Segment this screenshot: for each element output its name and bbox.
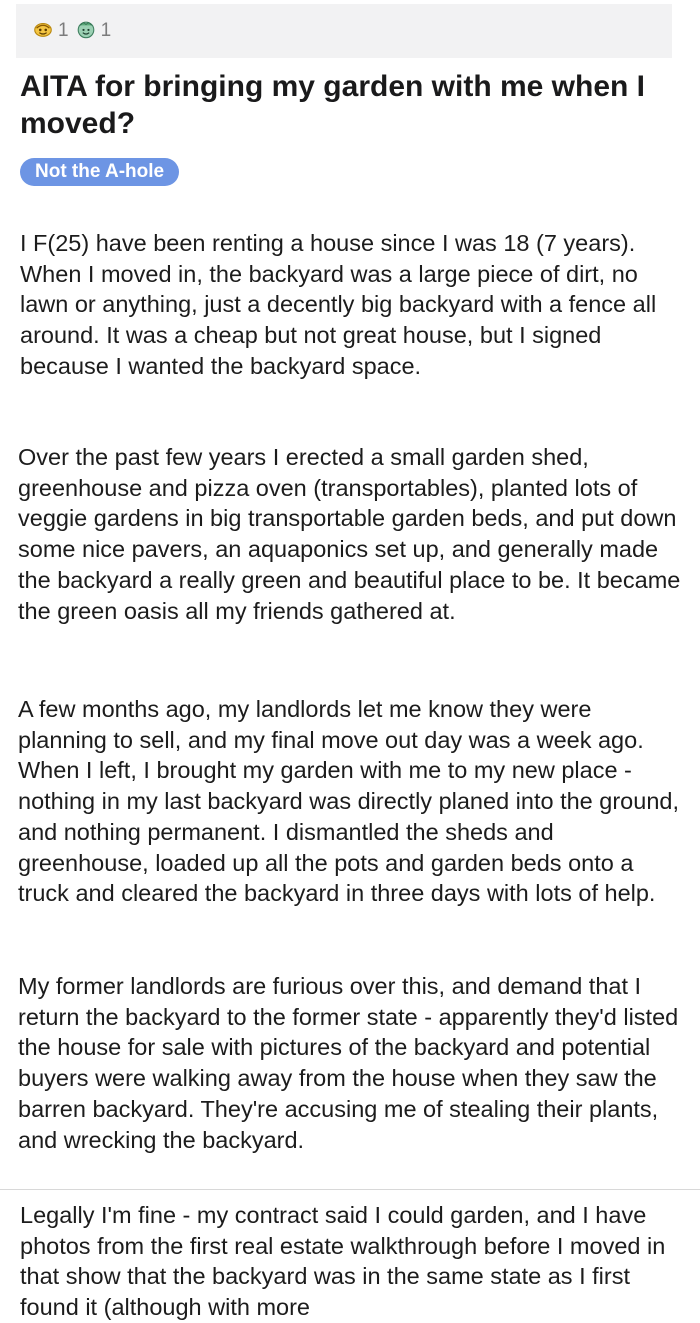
post-paragraph-2: Over the past few years I erected a small garden shed, greenhouse and pizza oven (transportables), planted lots of veggie gardens in big transportable garden beds, and put down some nice pavers, an aquaponics set up, and generally made the backyard a really green and beautiful place to be. It became the green oasis all my friends gathered at. [18, 444, 681, 624]
post-paragraph-4: My former landlords are furious over this, and demand that I return the backyard to the former state - apparently they'd listed the house for sale with pictures of the backyard and potential buyers were walking away from the house when they saw the barren backyard. They're accusing me of stealing their plants, and wrecking the backyard. [18, 973, 679, 1153]
continued-text-panel [0, 1189, 700, 1321]
awards-bar[interactable] [16, 4, 672, 58]
award-count: 1 [58, 20, 69, 41]
award-wholesome[interactable] [75, 18, 112, 45]
post-paragraph-1: I F(25) have been renting a house since I was 18 (7 years). When I moved in, the backyard was a large piece of dirt, no lawn or anything, just a decently big backyard with a fence all around. It was a cheap but not great house, but I signed because I wanted the backyard space. [20, 230, 657, 379]
award-count: 1 [100, 20, 112, 41]
post-flair[interactable]: Not the A-hole [20, 158, 179, 186]
post-paragraph-5: Legally I'm fine - my contract said I could garden, and I have photos from the first real estate walkthrough before I moved in that show that the backyard was in the same state as I first found it (although with more [20, 1202, 666, 1321]
helpful-award-icon [32, 18, 54, 45]
wholesome-award-icon [75, 18, 97, 45]
award-helpful[interactable] [32, 18, 69, 45]
post-paragraph-3: A few months ago, my landlords let me know they were planning to sell, and my final move out day was a week ago. When I left, I brought my garden with me to my new place - nothing in my last backyard was directly planed into the ground, and nothing permanent. I dismantled the sheds and greenhouse, loaded up all the pots and garden beds onto a truck and cleared the backyard in three days with lots of help. [18, 696, 679, 907]
post-title: AITA for bringing my garden with me when I moved? [20, 70, 646, 140]
